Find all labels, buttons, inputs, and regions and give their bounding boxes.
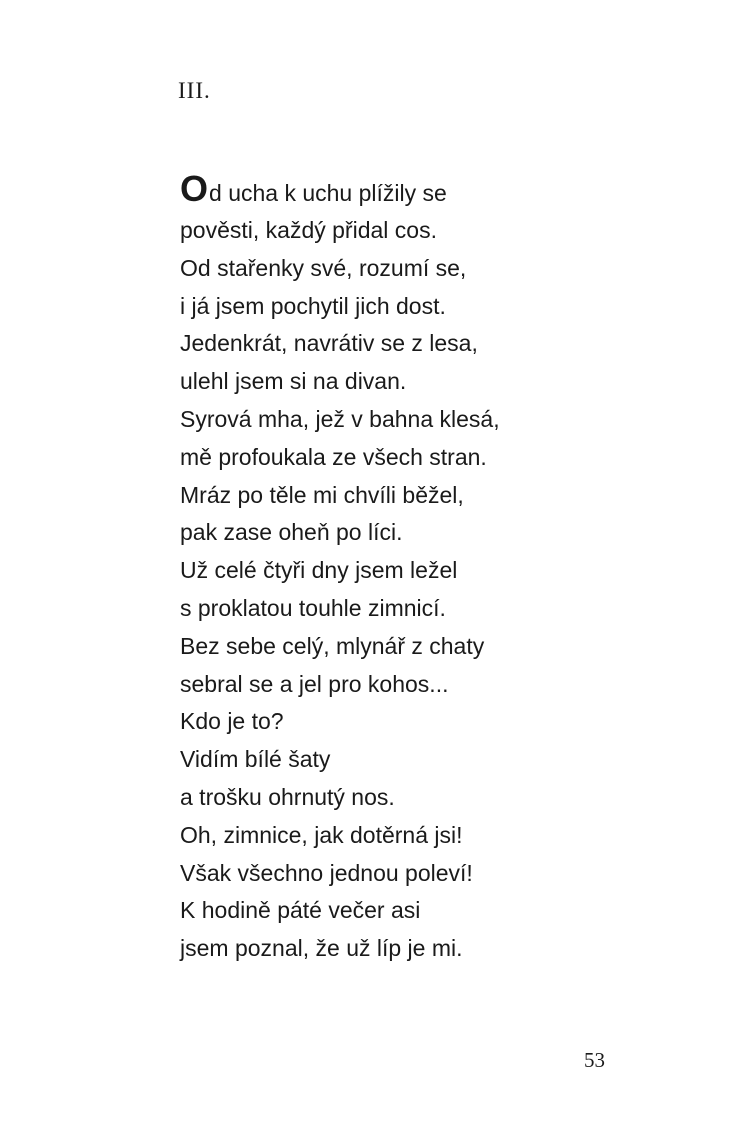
- poem-line: pověsti, každý přidal cos.: [180, 217, 437, 243]
- poem-line: pak zase oheň po líci.: [180, 519, 403, 546]
- poem-line: K hodině páté večer asi: [180, 897, 421, 924]
- poem-line: [180, 166, 680, 212]
- poem-line: i já jsem pochytil jich dost.: [180, 292, 446, 319]
- poem-line: Syrová mha, jež v bahna klesá,: [180, 405, 500, 432]
- poem-line: Bez sebe celý, mlynář z chaty: [180, 632, 485, 659]
- poem-line: Však všechno jednou poleví!: [180, 859, 473, 886]
- poem-line: Kdo je to?: [180, 708, 284, 735]
- poem-line: s proklatou touhle zimnicí.: [180, 594, 446, 621]
- poem-line: mě profoukala ze všech stran.: [180, 443, 487, 470]
- poem-line: Už celé čtyři dny jsem ležel: [180, 557, 458, 584]
- poem-line: jsem poznal, že už líp je mi.: [180, 935, 463, 962]
- drop-cap: O: [180, 168, 209, 209]
- section-number: III.: [178, 78, 211, 103]
- poem: [180, 168, 680, 968]
- poem-line: ulehl jsem si na divan.: [180, 368, 407, 395]
- poem-line-text: d ucha k uchu plížily se: [209, 180, 447, 206]
- poem-line: Mráz po těle mi chvíli běžel,: [180, 481, 464, 508]
- poem-line: a trošku ohrnutý nos.: [180, 783, 395, 810]
- poem-line: sebral se a jel pro kohos...: [180, 670, 449, 697]
- poem-line: Vidím bílé šaty: [180, 746, 331, 773]
- poem-line: Od stařenky své, rozumí se,: [180, 254, 467, 281]
- poem-line: Jedenkrát, navrátiv se z lesa,: [180, 330, 478, 357]
- page-number: 53: [584, 1048, 605, 1072]
- poem-line: Oh, zimnice, jak dotěrná jsi!: [180, 821, 463, 848]
